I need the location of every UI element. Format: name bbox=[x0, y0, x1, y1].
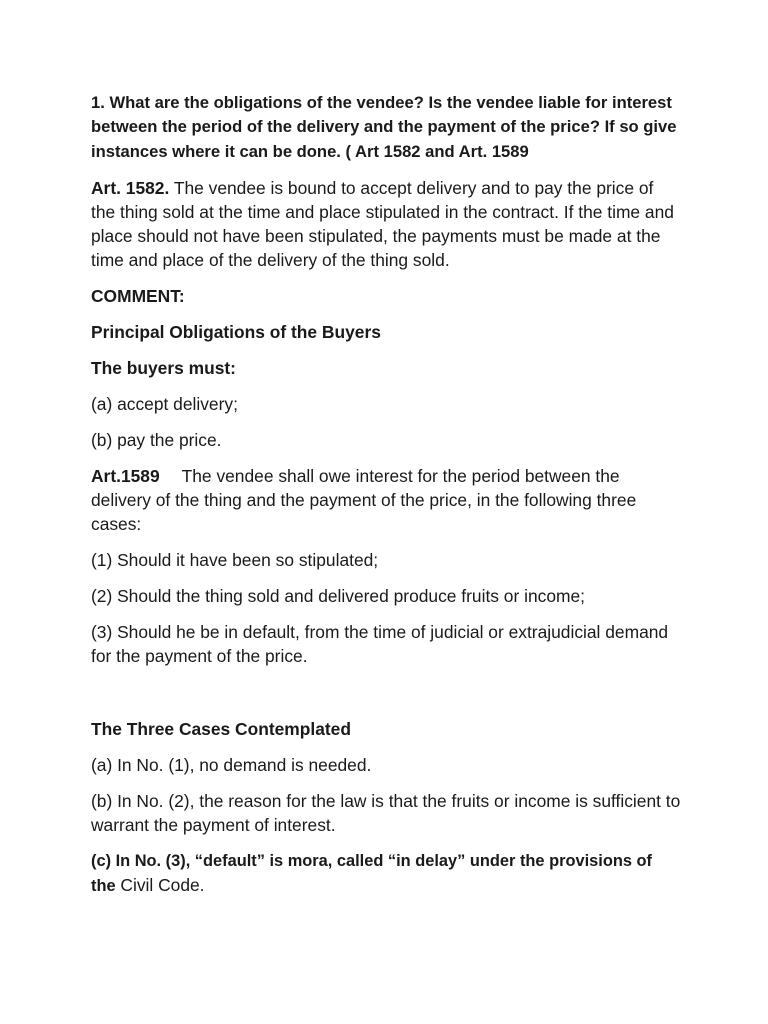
case-item: (3) Should he be in default, from the time of judicial or extrajudicial demand for the payment of the price. bbox=[91, 622, 669, 667]
art-1589-label: Art.1589 bbox=[91, 466, 160, 487]
comment-heading: COMMENT: bbox=[91, 286, 185, 307]
case-item: (1) Should it have been so stipulated; bbox=[91, 550, 379, 571]
document-body bbox=[91, 91, 681, 898]
art-1582-label: Art. 1582. bbox=[91, 178, 170, 199]
case-c-tail: Civil Code. bbox=[115, 875, 205, 896]
contemplated-item: (b) In No. (2), the reason for the law is that the fruits or income is sufficient to warrant the payment of interest. bbox=[91, 791, 681, 836]
case-item: (2) Should the thing sold and delivered produce fruits or income; bbox=[91, 586, 585, 607]
art-1589-paragraph bbox=[91, 464, 681, 536]
case-c-paragraph bbox=[91, 849, 681, 898]
principal-obligations-heading: Principal Obligations of the Buyers bbox=[91, 322, 381, 343]
three-cases-heading: The Three Cases Contemplated bbox=[91, 719, 351, 740]
obligation-item: (b) pay the price. bbox=[91, 430, 222, 451]
contemplated-item: (a) In No. (1), no demand is needed. bbox=[91, 755, 372, 776]
case-c-lead: (c) In No. (3), “default” is mora, called “in delay” under the provisions of the bbox=[91, 852, 653, 896]
buyers-must-heading: The buyers must: bbox=[91, 358, 236, 379]
art-1589-text: The vendee shall owe interest for the period between the delivery of the thing and the payment of the price, in the following three cases: bbox=[91, 466, 637, 535]
obligation-item: (a) accept delivery; bbox=[91, 394, 238, 415]
art-1582-text: The vendee is bound to accept delivery and to pay the price of the thing sold at the time and place stipulated in the contract. If the time and place should not have been stipulated, the payments must be made at the time and place of the delivery of the thing sold. bbox=[91, 178, 674, 271]
art-1582-paragraph bbox=[91, 176, 681, 272]
question-heading: 1. What are the obligations of the vendee? Is the vendee liable for interest between the period of the delivery and the payment of the price? If so give instances where it can be done. ( Art 1582 and Art. 1589 bbox=[91, 93, 677, 161]
